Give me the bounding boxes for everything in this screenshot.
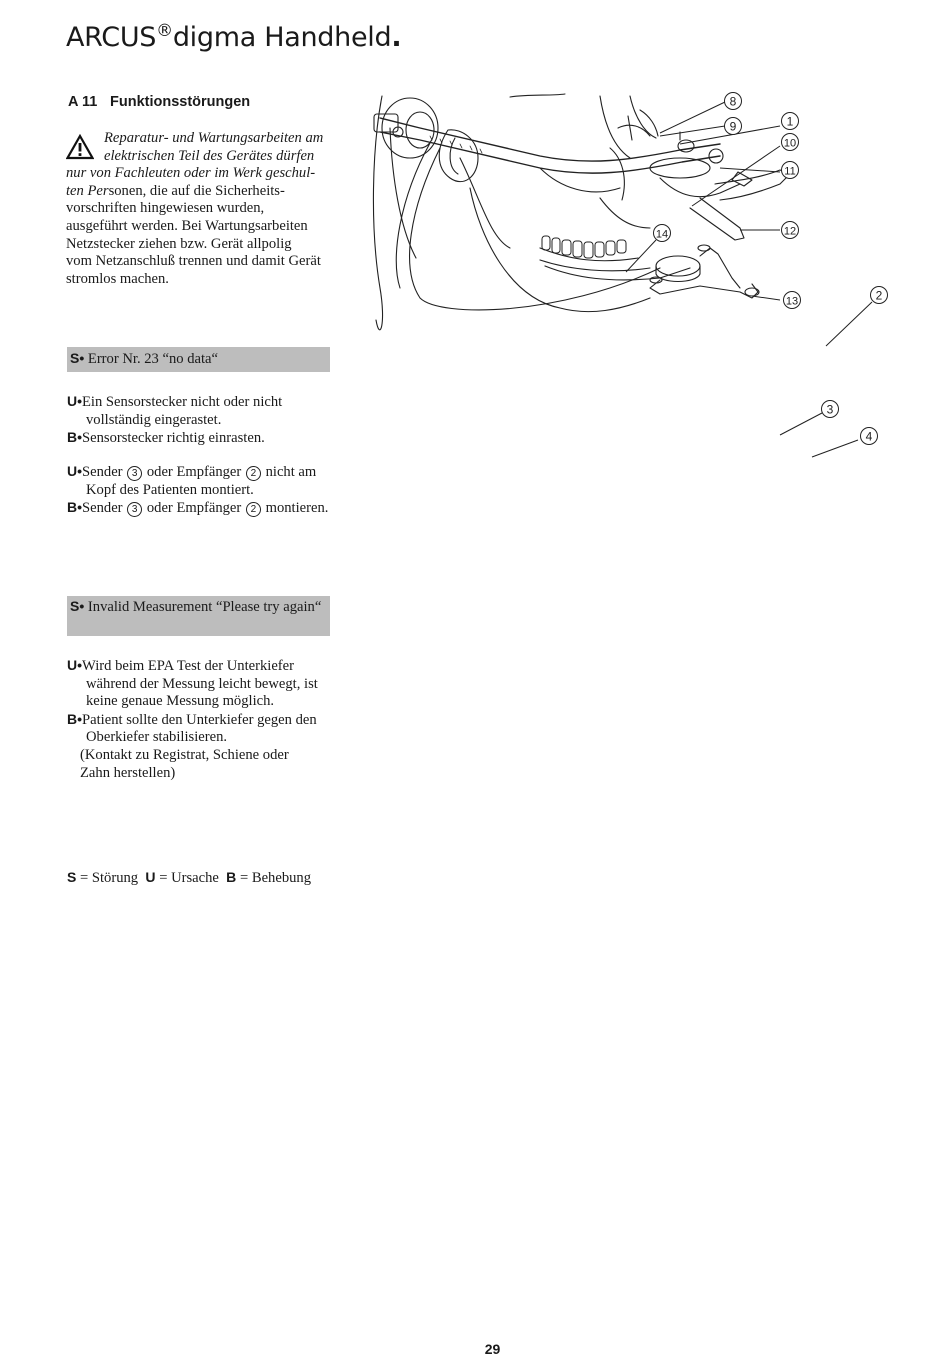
warning-line: vom Netzanschluß trennen und damit Gerät xyxy=(66,253,321,270)
warning-triangle-icon xyxy=(66,134,94,160)
svg-text:3: 3 xyxy=(826,402,834,417)
callout-9 xyxy=(725,118,742,135)
warning-line: ausgeführt werden. Bei Wartungsarbeiten xyxy=(66,217,308,234)
legend: S = Störung U = Ursache B = Behebung xyxy=(67,869,312,886)
svg-text:12: 12 xyxy=(783,225,797,238)
callout-13 xyxy=(784,292,801,309)
fault-note: (Kontakt zu Registrat, Schiene oder Zahn herstellen) xyxy=(80,746,289,781)
callout-3 xyxy=(822,401,839,418)
warning-line: Reparatur- und Wartungsarbeiten am xyxy=(104,130,324,146)
svg-text:9: 9 xyxy=(729,119,737,134)
svg-text:11: 11 xyxy=(784,165,796,178)
section-number: A 11 xyxy=(68,94,98,110)
svg-text:1: 1 xyxy=(786,114,794,129)
callout-ref: 2 xyxy=(246,466,261,481)
section-title: Funktionsstörungen xyxy=(110,94,251,110)
callout-2 xyxy=(871,287,888,304)
warning-line: elektrischen Teil des Gerätes dürfen xyxy=(104,147,315,164)
callout-8 xyxy=(725,93,742,110)
fault-entry: U•Sender 3 oder Empfänger 2 nicht am Kopf des Patienten montiert. B•Sender 3 oder Empfänger 2 montieren. xyxy=(67,463,329,517)
callout-group-lower xyxy=(770,395,890,465)
document-title: ARCUS®digma Handheld. xyxy=(66,21,402,53)
warning-line: ten Personen, die auf die Sicherheits- xyxy=(66,182,285,199)
svg-text:2: 2 xyxy=(875,288,883,303)
callout-ref: 2 xyxy=(246,502,261,517)
svg-text:8: 8 xyxy=(729,94,737,109)
callout-11 xyxy=(782,162,799,179)
callout-ref: 3 xyxy=(127,502,142,517)
warning-line: Netzstecker ziehen bzw. Gerät allpolig xyxy=(66,235,292,252)
svg-text:10: 10 xyxy=(783,137,797,150)
callout-1 xyxy=(782,113,799,130)
callout-12 xyxy=(782,222,799,239)
fault-header: S• Invalid Measurement “Please try again“ xyxy=(67,596,330,636)
fault-header: S• Error Nr. 23 “no data“ xyxy=(67,347,330,372)
svg-text:13: 13 xyxy=(785,295,799,308)
fault-entry: U•Wird beim EPA Test der Unterkiefer während der Messung leicht bewegt, ist keine genaue Messung möglich. B•Patient sollte den Unterkiefer gegen den Oberkiefer stabilisieren. (Kontakt zu Registrat, Schiene oder Zahn herstellen) xyxy=(67,657,339,782)
warning-line: vorschriften hingewiesen wurden, xyxy=(66,200,265,217)
callout-ref: 3 xyxy=(127,466,142,481)
fault-entry: U•Ein Sensorstecker nicht oder nicht vollständig eingerastet. B•Sensorstecker richtig einrasten. xyxy=(67,393,283,447)
callout-14 xyxy=(654,225,671,242)
callout-10 xyxy=(782,134,799,151)
callout-4 xyxy=(861,428,878,445)
svg-text:14: 14 xyxy=(655,228,669,241)
callouts xyxy=(654,93,888,309)
svg-text:4: 4 xyxy=(865,429,873,444)
warning-block xyxy=(66,130,336,288)
section-heading xyxy=(68,94,250,110)
warning-line: nur von Fachleuten oder im Werk geschul- xyxy=(66,165,316,182)
page-number: 29 xyxy=(484,1341,501,1357)
warning-line: stromlos machen. xyxy=(66,270,169,287)
